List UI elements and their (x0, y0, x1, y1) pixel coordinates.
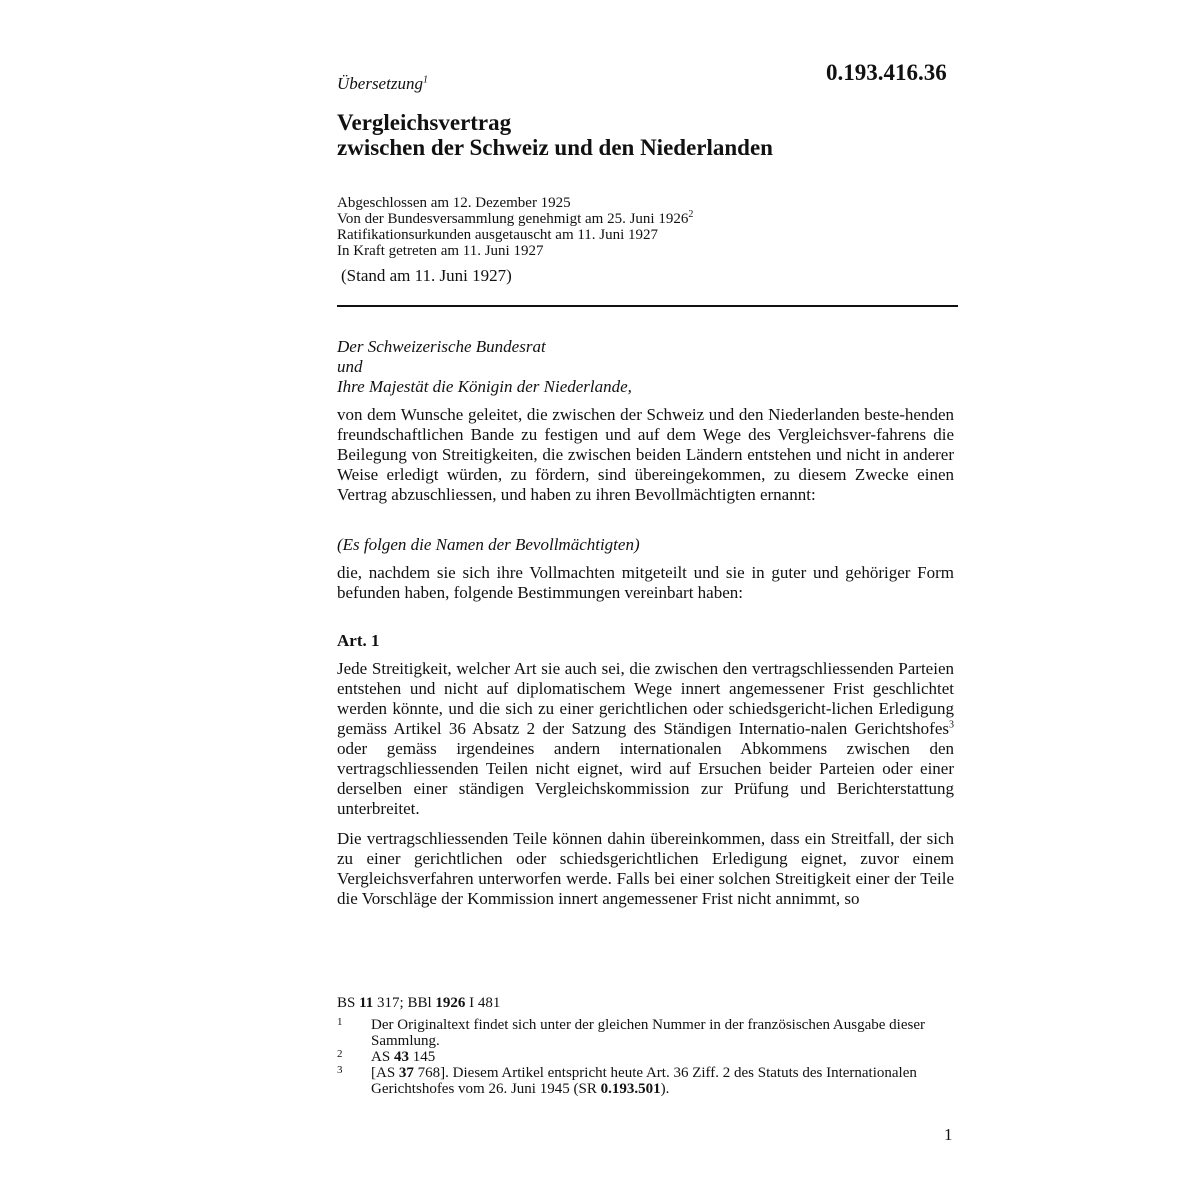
footnote-ref-1: 1 (422, 74, 428, 86)
footnote-3 (337, 1065, 937, 1097)
article-1-paragraph-2: Die vertragschliessenden Teile können dahin übereinkommen, dass ein Streitfall, der sich zu einer gerichtlichen oder schiedsgerichtlichen Erledigung eignet, zuvor einem Vergleichsverfahren unterworfen werde. Falls bei einer solchen Streitigkeit einer der Teile die Vorschläge der Kommission innert angemessener Frist nicht annimmt, so (337, 829, 954, 908)
footnote-number: 1 (337, 1016, 343, 1028)
title-line-1: Vergleichsvertrag (337, 110, 512, 135)
source-reference: BS 11 317; BBl 1926 I 481 (337, 995, 501, 1011)
footnote-number: 2 (337, 1048, 343, 1060)
document-title (337, 110, 773, 160)
treaty-metadata (337, 195, 693, 259)
approval-date: Von der Bundesversammlung genehmigt am 25. Juni 1926$^2$ (337, 209, 694, 227)
article-1-paragraph-1: Jede Streitigkeit, welcher Art sie auch sei, die zwischen den vertragschliessenden Parteien entstehen und nicht auf diplomatischem Wege innert angemessener Frist geschlichtet werden könnte, und die sich zu einer gerichtlichen oder schiedsgericht-lichen Erledigung gemäss Artikel 36 Absatz 2 der Satzung des Ständigen Internatio-nalen Gerichtshofes$^3$ oder gemäss irgendeines andern internationalen Abkommens zwischen den vertragschliessenden Teilen nicht eignet, wird auf Ersuchen beider Parteien oder einer derselben einer ständigen Vergleichskommission zur Prüfung und Berichterstattung unterbreitet. (337, 659, 954, 818)
party-switzerland: Der Schweizerische Bundesrat (337, 337, 546, 356)
header-divider (337, 305, 958, 307)
concluded-date: Abgeschlossen am 12. Dezember 1925 (337, 195, 571, 211)
footnote-text: Der Originaltext findet sich unter der gleichen Nummer in der französischen Ausgabe dieser Sammlung. (371, 1017, 925, 1049)
sr-number: 0.193.416.36 (826, 60, 947, 85)
translation-label: Übersetzung$^1$ (337, 74, 428, 93)
preamble-paragraph-1: von dem Wunsche geleitet, die zwischen der Schweiz und den Niederlanden beste-henden freundschaftlichen Bande zu festigen und auf dem Wege des Vergleichsver-fahrens die Beilegung von Streitigkeiten, die zwischen beiden Ländern entstehen und nicht in anderer Weise erledigt würden, zu fördern, sind übereingekommen, zu diesem Zwecke einen Vertrag abzuschliessen, und haben zu ihren Bevollmächtigten ernannt: (337, 405, 954, 504)
footnote-number: 3 (337, 1064, 343, 1076)
footnote-ref-2: 2 (688, 209, 694, 220)
ratification-date: Ratifikationsurkunden ausgetauscht am 11. Juni 1927 (337, 227, 659, 243)
footnote-ref-3: 3 (949, 719, 954, 731)
footnote-text: AS 43 145 (371, 1049, 436, 1065)
preamble-paragraph-2: die, nachdem sie sich ihre Vollmachten mitgeteilt und sie in guter und gehöriger Form befunden haben, folgende Bestimmungen vereinbart haben: (337, 563, 954, 602)
footnote-2 (337, 1049, 937, 1065)
title-line-2: zwischen der Schweiz und den Niederlanden (337, 135, 773, 160)
plenipotentiaries-note: (Es folgen die Namen der Bevollmächtigten) (337, 535, 640, 554)
status-date: (Stand am 11. Juni 1927) (341, 266, 512, 285)
party-and: und (337, 357, 363, 376)
article-1-heading: Art. 1 (337, 631, 380, 650)
party-netherlands: Ihre Majestät die Königin der Niederlande, (337, 377, 632, 396)
footnote-text: [AS 37 768]. Diesem Artikel entspricht heute Art. 36 Ziff. 2 des Statuts des Internationalen Gerichtshofes vom 26. Juni 1945 (SR 0.193.501). (371, 1065, 917, 1097)
footnote-1 (337, 1017, 937, 1049)
preamble-parties (337, 337, 954, 397)
in-force-date: In Kraft getreten am 11. Juni 1927 (337, 243, 544, 259)
page-number: 1 (944, 1125, 953, 1144)
